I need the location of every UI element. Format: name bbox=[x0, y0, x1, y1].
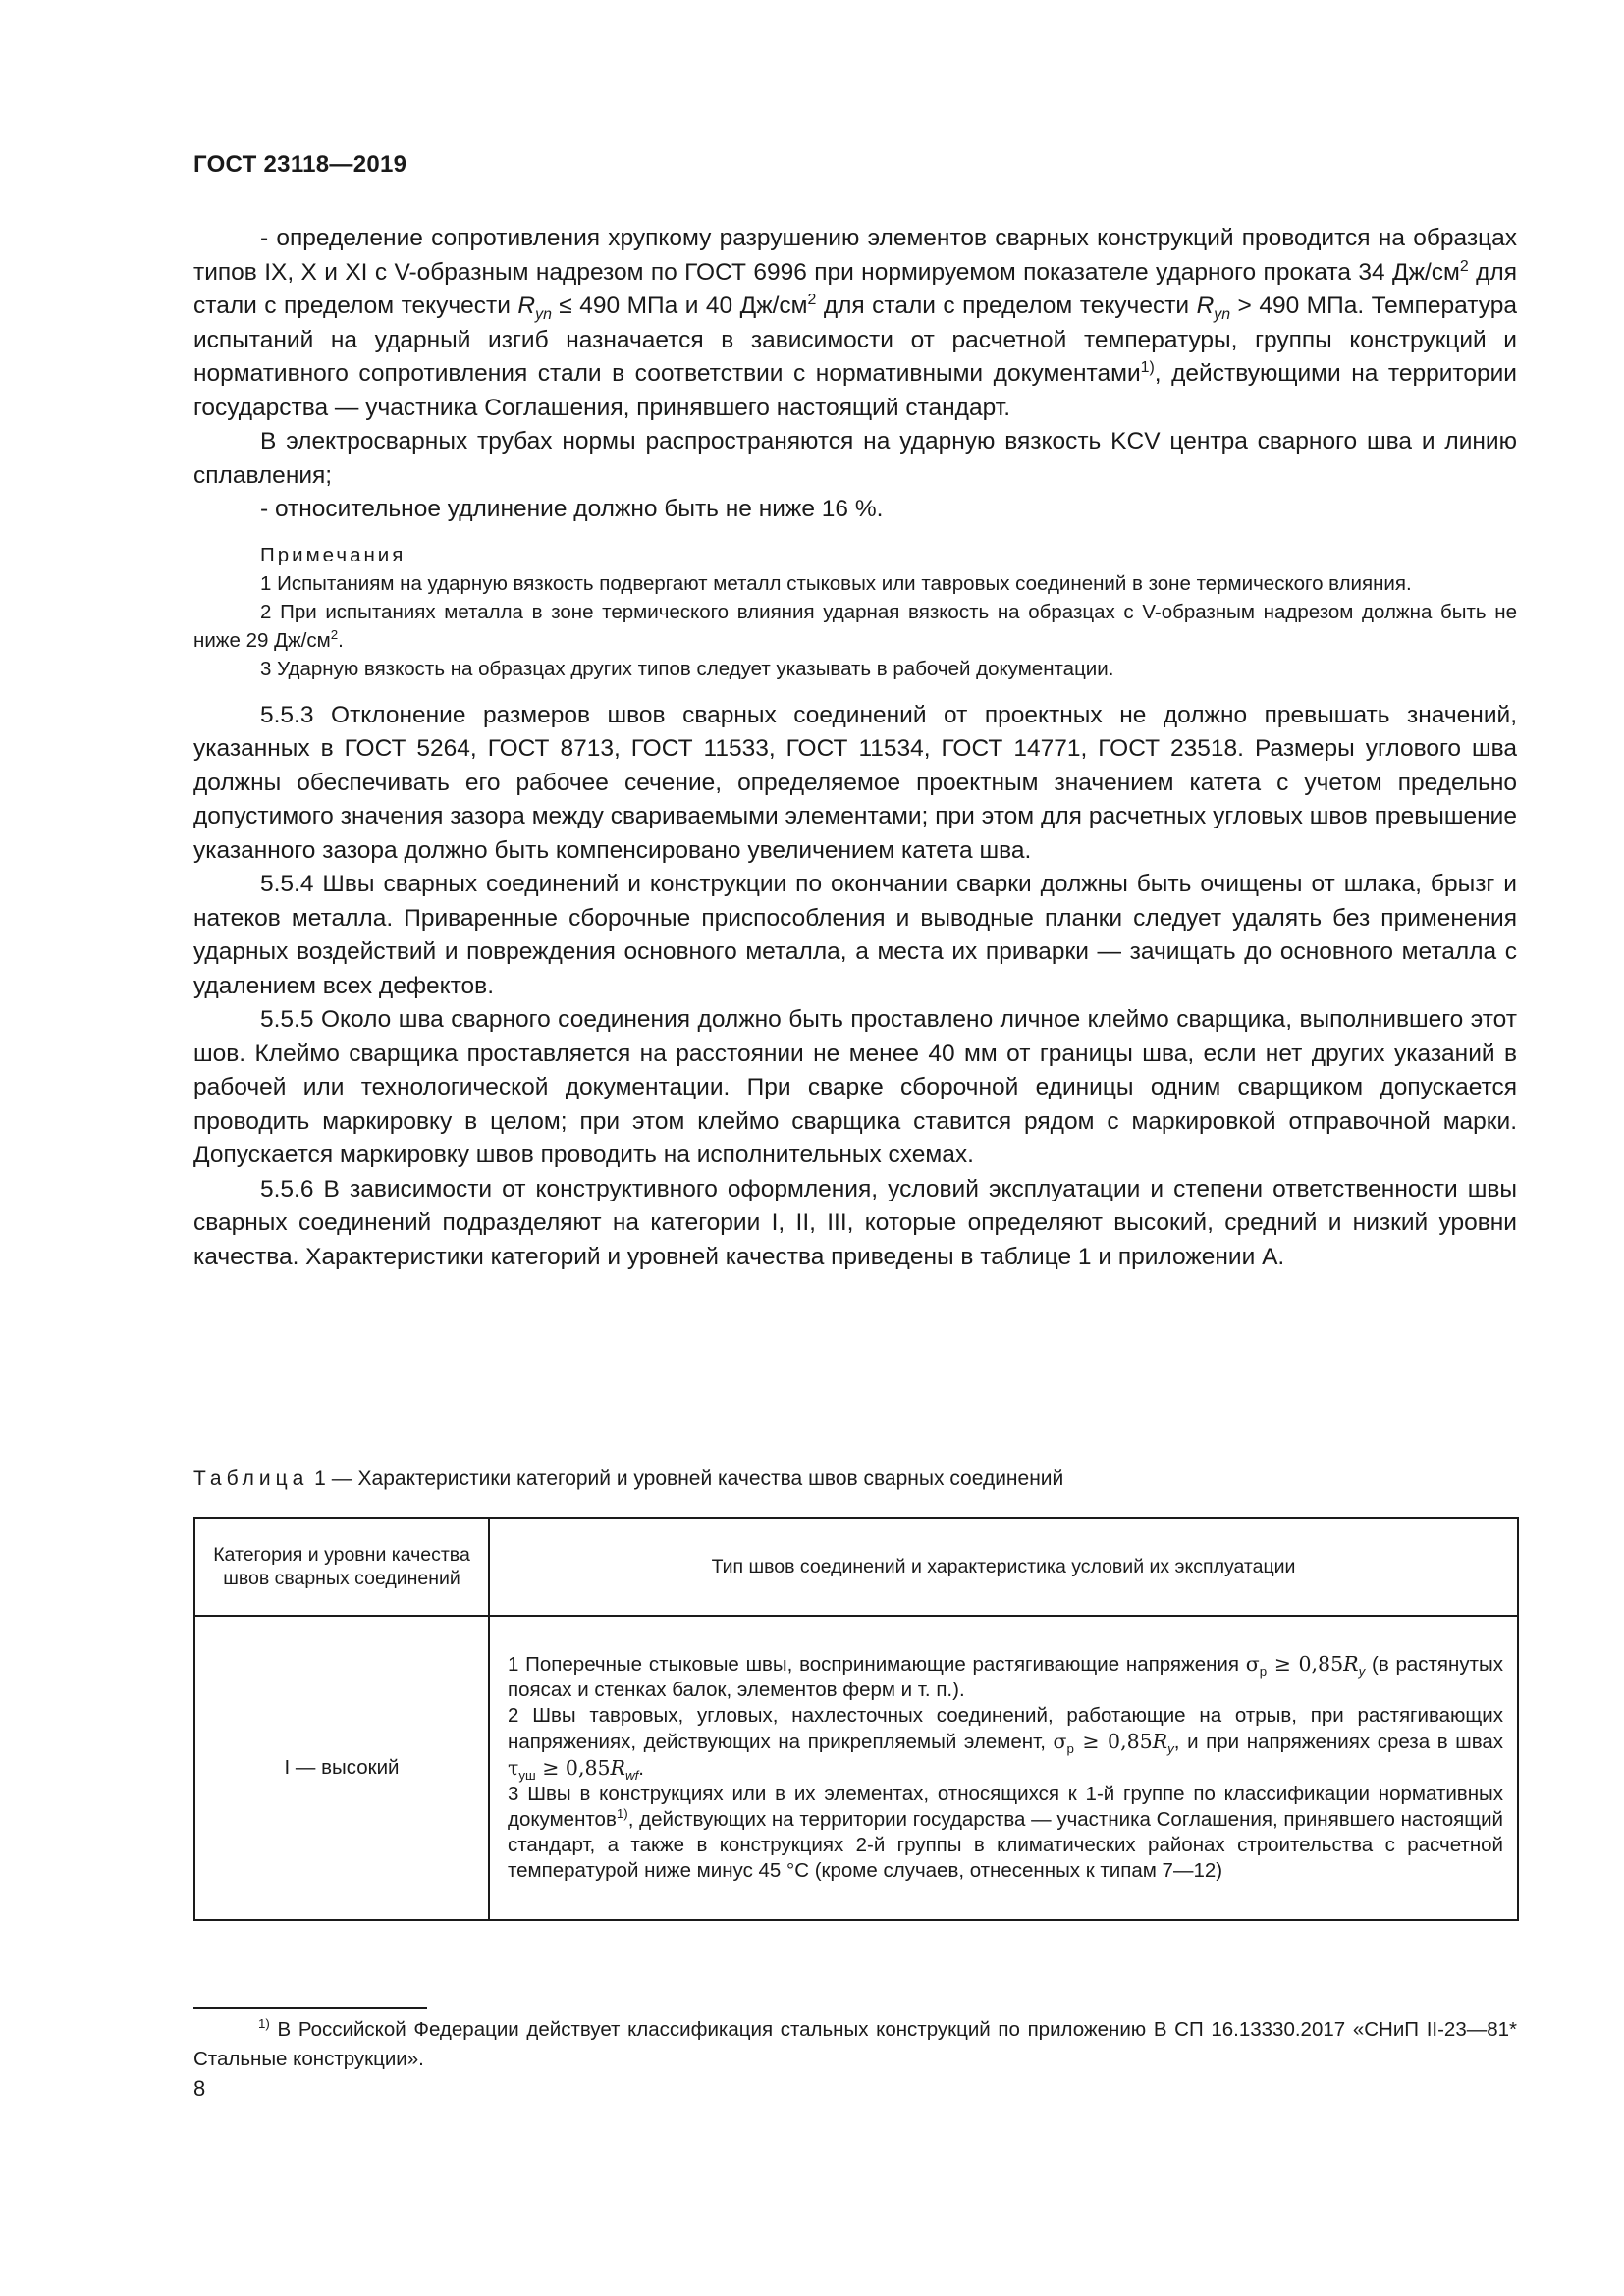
table-header-type: Тип швов соединений и характеристика условий их эксплуатации bbox=[489, 1518, 1518, 1616]
paragraph-5-5-3: 5.5.3 Отклонение размеров швов сварных соединений от проектных не должно превышать значений, указанных в ГОСТ 5264, ГОСТ 8713, ГОСТ 11533, ГОСТ 11534, ГОСТ 14771, ГОСТ 23518. Размеры углового шва должны обеспечивать его рабочее сечение, определяемое проектным значением катета с учетом предельно допустимого значения зазора между свариваемыми элементами; при этом для расчетных угловых швов превышение указанного зазора должно быть компенсировано увеличением катета шва. bbox=[193, 701, 1517, 864]
paragraph-5-5-6: 5.5.6 В зависимости от конструктивного оформления, условий эксплуатации и степени ответственности швы сварных соединений подразделяют на категории I, II, III, которые определяют высокий, средний и низкий уровни качества. Характеристики категорий и уровней качества приведены в таблице 1 и приложении А. bbox=[193, 1175, 1517, 1270]
footnote-marker: 1) bbox=[258, 2016, 270, 2032]
table-header-row bbox=[194, 1518, 1518, 1616]
page-number: 8 bbox=[193, 2076, 206, 2101]
footnote-text: В Российской Федерации действует классификация стальных конструкций по приложению В СП 16.13330.2017 «СНиП II-23—81* Стальные конструкции». bbox=[193, 2018, 1517, 2070]
table-item-1: 1 Поперечные стыковые швы, воспринимающие растягивающие напряжения $\sigma_р \ge 0,85R_y$ (в растянутых поясах и стенках балок, элементов ферм и т. п.). bbox=[508, 1651, 1503, 1701]
footnote bbox=[193, 2015, 1517, 2074]
notes-block bbox=[193, 541, 1517, 683]
table-cell-description bbox=[489, 1616, 1518, 1920]
paragraph-5-5-5: 5.5.5 Около шва сварного соединения должно быть проставлено личное клеймо сварщика, выполнившего этот шов. Клеймо сварщика проставляется на расстоянии не менее 40 мм от границы шва, если нет других указаний в рабочей или технологической документации. При сварке сборочной единицы одним сварщиком допускается проводить маркировку в целом; при этом клеймо сварщика ставится рядом с маркировкой отправочной марки. Допускается маркировку швов проводить на исполнительных схемах. bbox=[193, 1006, 1517, 1168]
footnote-ref: 1) bbox=[1140, 358, 1155, 376]
table-row bbox=[194, 1616, 1518, 1920]
paragraph-5-5-4: 5.5.4 Швы сварных соединений и конструкции по окончании сварки должны быть очищены от шлака, брызг и натеков металла. Приваренные сборочные приспособления и выводные планки следует удалять без применения ударных воздействий и повреждения основного металла, а места их приварки — зачищать до основного металла с удалением всех дефектов. bbox=[193, 871, 1517, 999]
document-header: ГОСТ 23118—2019 bbox=[193, 151, 407, 178]
footnote-divider bbox=[193, 2007, 427, 2009]
note-3: 3 Ударную вязкость на образцах других типов следует указывать в рабочей документации. bbox=[260, 657, 1114, 680]
table-header-category: Категория и уровни качества швов сварных соединений bbox=[194, 1518, 489, 1616]
quality-categories-table bbox=[193, 1517, 1519, 1921]
note-1: 1 Испытаниям на ударную вязкость подвергают металл стыковых или тавровых соединений в зоне термического влияния. bbox=[260, 571, 1412, 595]
table-item-2: 2 Швы тавровых, угловых, нахлесточных соединений, работающие на отрыв, при растягивающих напряжениях, действующих на прикрепляемый элемент, $\sigma_р \ge 0,85R_y$, и при напряжениях среза в швах $\tau_{уш} \ge 0,85R_{wf}$. bbox=[508, 1703, 1504, 1783]
table-cell-category: I — высокий bbox=[194, 1616, 489, 1920]
notes-title: Примечания bbox=[260, 543, 406, 566]
table-caption: Таблица 1 — Характеристики категорий и уровней качества швов сварных соединений bbox=[193, 1468, 1064, 1490]
table-item-3: 3 Швы в конструкциях или в их элементах, относящихся к 1-й группе по классификации нормативных документов$^{1)}$, действующих на территории государства — участника Соглашения, принявшего настоящий стандарт, а также в конструкциях 2-й группы в климатических районах строительства с расчетной температурой ниже минус 45 °С (кроме случаев, отнесенных к типам 7—12) bbox=[508, 1782, 1503, 1882]
note-2: 2 При испытаниях металла в зоне термического влияния ударная вязкость на образцах с V-образным надрезом должна быть не ниже 29 $Дж/см^2$. bbox=[193, 600, 1517, 652]
body-text bbox=[193, 222, 1517, 1274]
paragraph-pipes: В электросварных трубах нормы распространяются на ударную вязкость KCV центра сварного шва и линию сплавления; bbox=[193, 428, 1517, 489]
paragraph-impact-resistance: - определение сопротивления хрупкому разрушению элементов сварных конструкций проводится на образцах типов IX, X и XI с V-образным надрезом по ГОСТ 6996 при нормируемом показателе ударного проката 34 $Дж/см^2$ для стали с пределом текучести $R_{yn} \le 490$ МПа и 40 $Дж/см^2$ для стали с пределом текучести $R_{yn} > 490$ МПа. Температура испытаний на ударный изгиб назначается в зависимости от расчетной температуры, группы конструкций и нормативного сопротивления стали в соответствии с нормативными документами$^{1)}$, действующими на территории государства — участника Соглашения, принявшего настоящий стандарт. bbox=[193, 225, 1517, 421]
paragraph-elongation: - относительное удлинение должно быть не ниже 16 %. bbox=[260, 496, 884, 522]
